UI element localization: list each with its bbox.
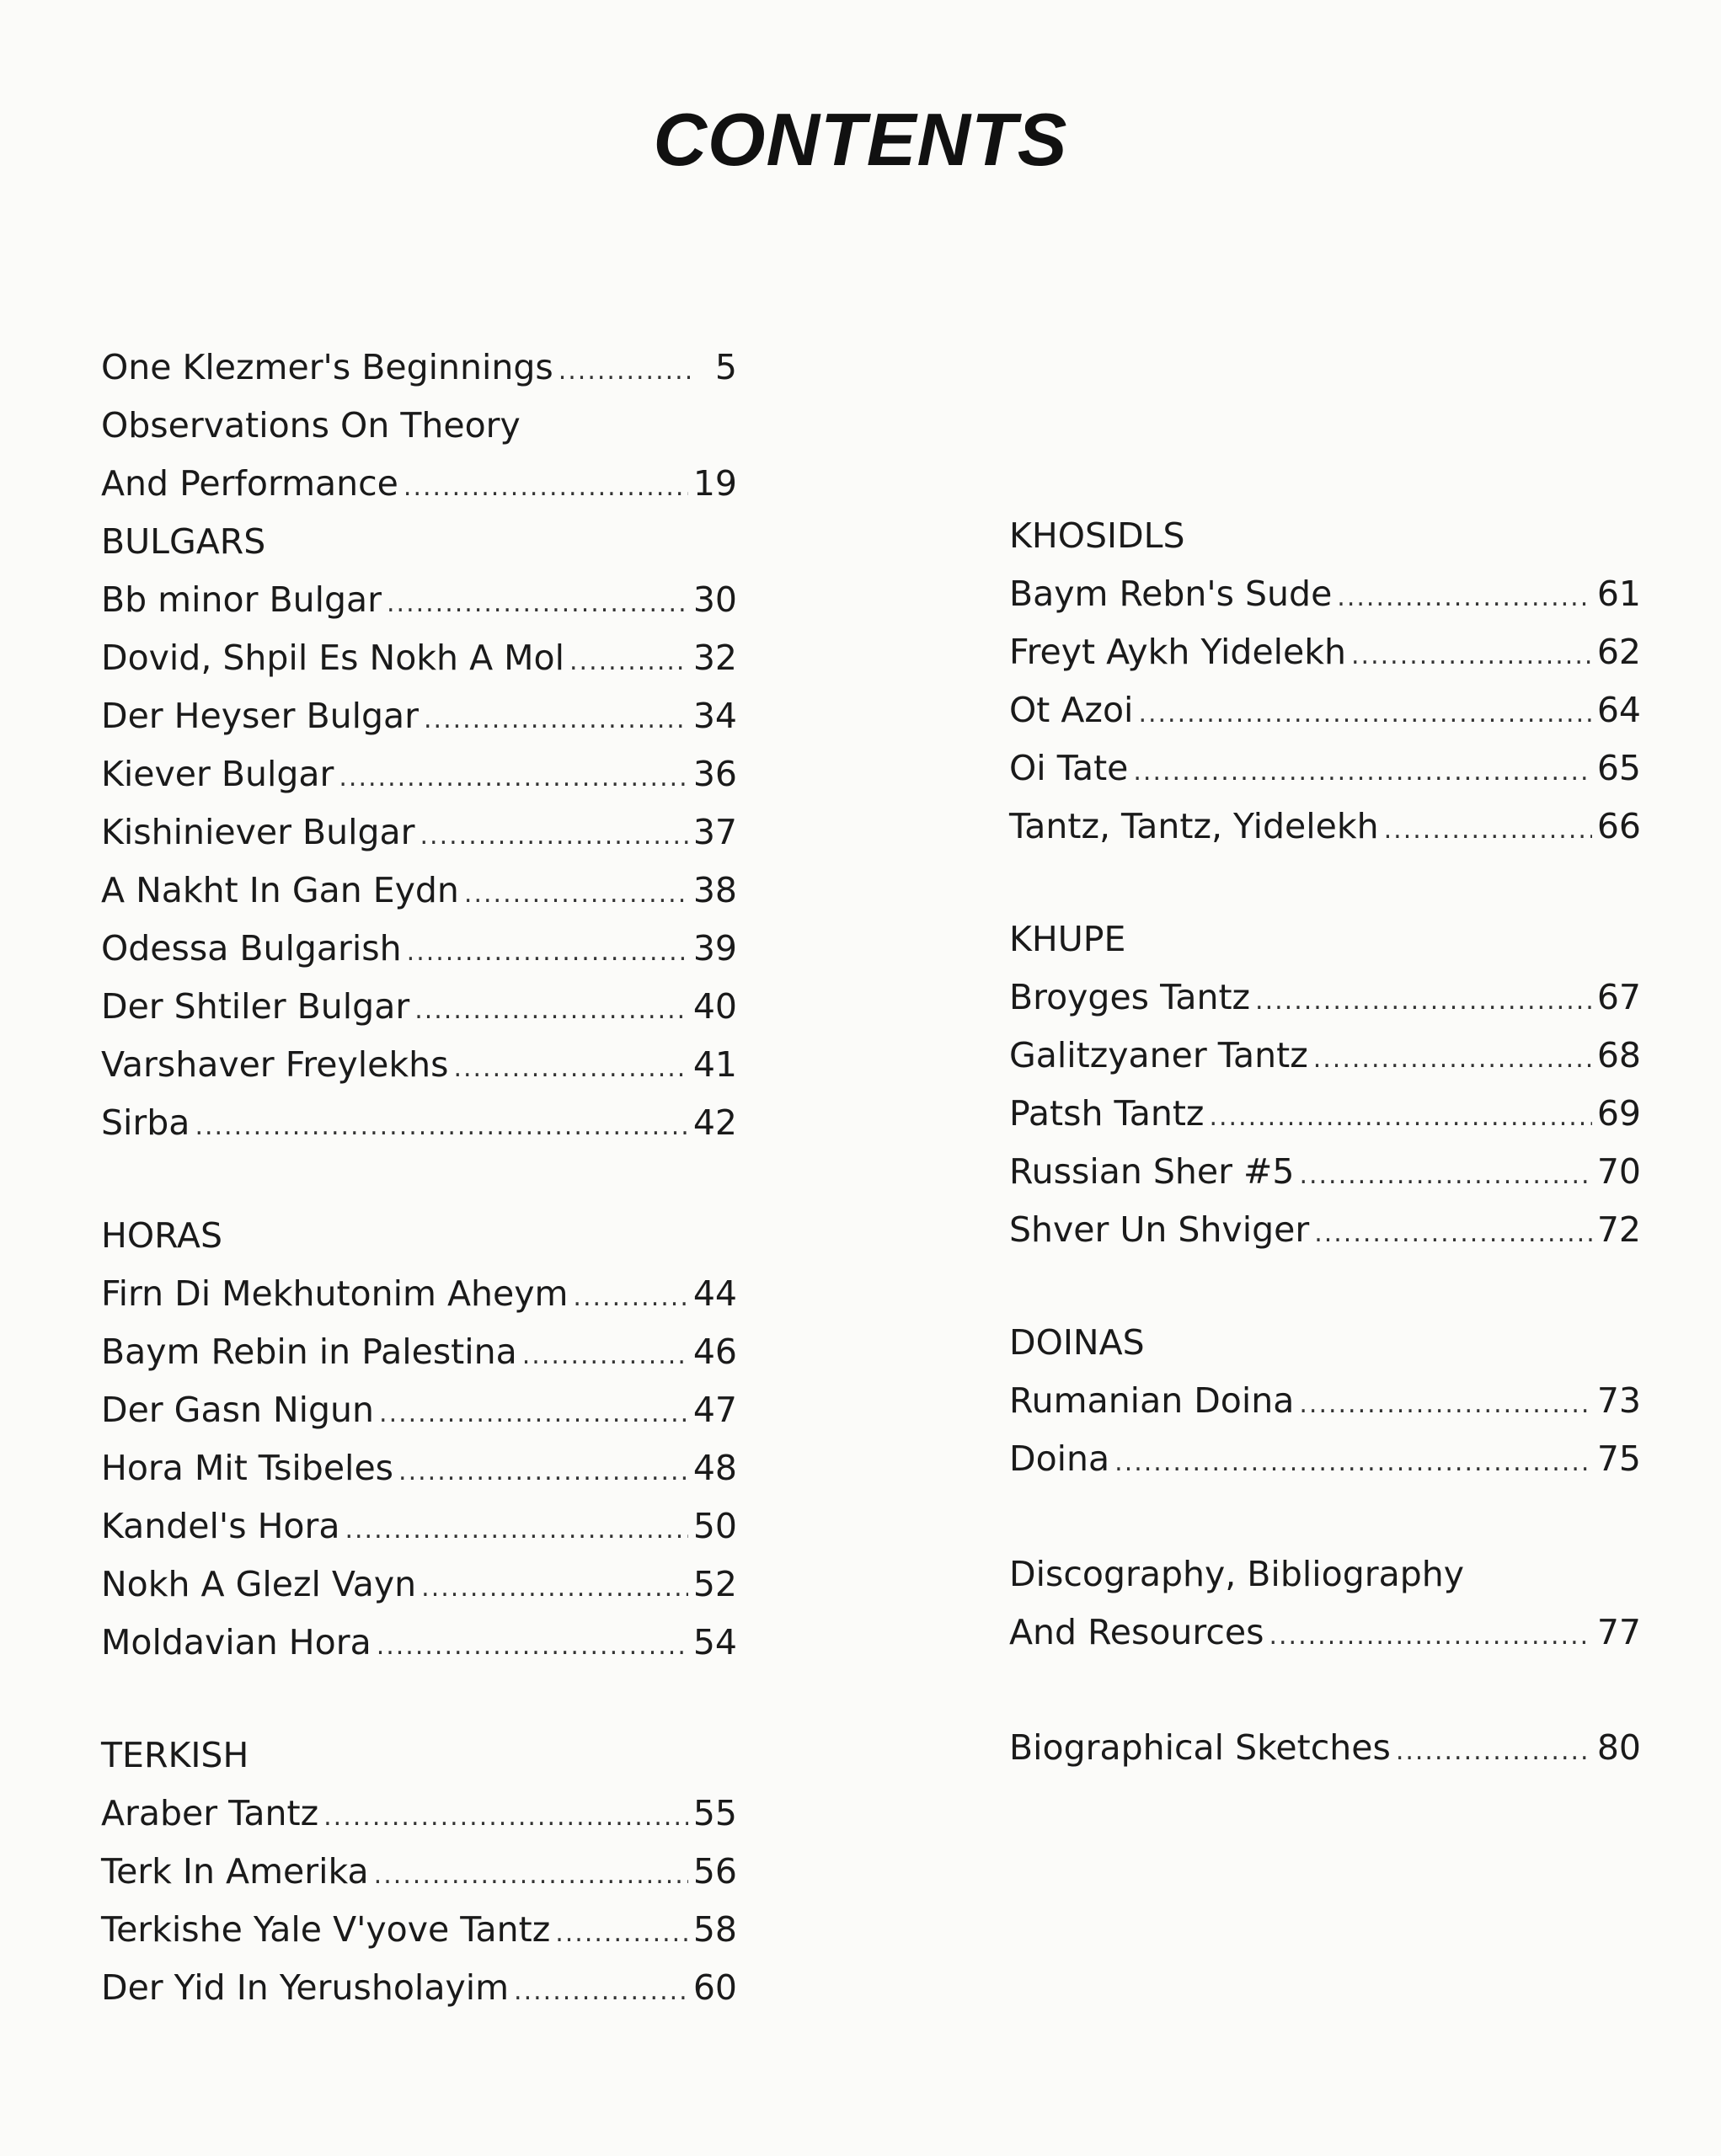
toc-entry[interactable] <box>101 339 737 397</box>
entry-page: 62 <box>1596 632 1641 672</box>
dot-leader <box>1384 801 1592 859</box>
toc-entry[interactable] <box>1009 1719 1641 1777</box>
dot-leader <box>339 749 687 807</box>
toc-entry[interactable] <box>101 1843 737 1901</box>
entry-title-line: Discography, Bibliography <box>1009 1554 1464 1594</box>
section-khupe <box>1009 910 1641 1259</box>
entry-title: Moldavian Hora <box>101 1622 371 1662</box>
entry-page: 77 <box>1596 1612 1641 1652</box>
entry-title: Broyges Tantz <box>1009 977 1251 1017</box>
dot-leader <box>514 1962 688 2020</box>
entry-page: 48 <box>692 1448 737 1488</box>
entry-title: Der Heyser Bulgar <box>101 696 419 736</box>
toc-entry[interactable] <box>1009 739 1641 798</box>
entry-title: Kishiniever Bulgar <box>101 812 415 852</box>
toc-entry[interactable] <box>1009 1143 1641 1201</box>
entry-title: Dovid, Shpil Es Nokh A Mol <box>101 638 564 678</box>
toc-entry[interactable] <box>1009 1201 1641 1259</box>
toc-entry[interactable] <box>1009 623 1641 681</box>
section-bulgars <box>101 513 737 1152</box>
toc-entry[interactable] <box>101 803 737 862</box>
entry-title: Galitzyaner Tantz <box>1009 1035 1308 1075</box>
toc-entry[interactable] <box>101 862 737 920</box>
entry-page: 64 <box>1596 690 1641 730</box>
toc-entry[interactable] <box>101 1785 737 1843</box>
entry-page: 54 <box>692 1622 737 1662</box>
entry-title: Baym Rebin in Palestina <box>101 1331 517 1372</box>
dot-leader <box>1138 685 1591 743</box>
toc-entry[interactable] <box>101 920 737 978</box>
entry-page: 41 <box>692 1044 737 1085</box>
toc-entry[interactable] <box>1009 1027 1641 1085</box>
dot-leader <box>1209 1088 1591 1146</box>
dot-leader <box>407 923 688 981</box>
entry-title: Ot Azoi <box>1009 690 1134 730</box>
toc-entry[interactable] <box>1009 1085 1641 1143</box>
toc-entry[interactable] <box>101 1556 737 1614</box>
toc-entry[interactable] <box>101 1901 737 1959</box>
entry-page: 70 <box>1596 1151 1641 1192</box>
toc-entry[interactable] <box>101 687 737 745</box>
dot-leader <box>345 1501 687 1559</box>
dot-leader <box>323 1788 688 1846</box>
entry-page: 52 <box>692 1564 737 1604</box>
entry-title: And Performance <box>101 463 398 504</box>
entry-title: Rumanian Doina <box>1009 1380 1295 1421</box>
section-heading: BULGARS <box>101 521 266 562</box>
entry-page: 68 <box>1596 1035 1641 1075</box>
dot-leader <box>195 1097 687 1155</box>
section-terkish <box>101 1726 737 2017</box>
toc-right-column <box>1009 507 1641 1777</box>
entry-title: Varshaver Freylekhs <box>101 1044 449 1085</box>
dot-leader <box>404 458 688 516</box>
entry-title: One Klezmer's Beginnings <box>101 347 553 387</box>
toc-entry[interactable] <box>101 1323 737 1381</box>
dot-leader <box>379 1385 688 1443</box>
entry-title: Terkishe Yale V'yove Tantz <box>101 1909 551 1950</box>
entry-page: 75 <box>1596 1438 1641 1479</box>
entry-title: Terk In Amerika <box>101 1851 369 1892</box>
dot-leader <box>374 1846 688 1904</box>
dot-leader <box>377 1617 688 1675</box>
entry-title: Bb minor Bulgar <box>101 579 382 620</box>
dot-leader <box>1396 1722 1592 1780</box>
dot-leader <box>1299 1146 1591 1204</box>
entry-title: Kiever Bulgar <box>101 754 334 794</box>
entry-title: Russian Sher #5 <box>1009 1151 1295 1192</box>
section-heading: TERKISH <box>101 1735 249 1775</box>
entry-page: 38 <box>692 870 737 910</box>
entry-title: Der Gasn Nigun <box>101 1390 375 1430</box>
section-heading: DOINAS <box>1009 1322 1145 1363</box>
toc-entry[interactable] <box>101 1959 737 2017</box>
toc-entry[interactable] <box>1009 1604 1641 1662</box>
entry-page: 42 <box>692 1102 737 1143</box>
entry-page: 46 <box>692 1331 737 1372</box>
entry-title: Der Yid In Yerusholayim <box>101 1967 510 2008</box>
toc-entry[interactable] <box>101 745 737 803</box>
section-heading: KHOSIDLS <box>1009 515 1185 556</box>
toc-entry[interactable] <box>101 571 737 629</box>
entry-title: Kandel's Hora <box>101 1506 340 1546</box>
entry-title: Araber Tantz <box>101 1793 319 1833</box>
dot-leader <box>387 574 688 632</box>
entry-title: A Nakht In Gan Eydn <box>101 870 459 910</box>
dot-leader <box>522 1326 688 1385</box>
entry-page: 37 <box>692 812 737 852</box>
page-title: CONTENTS <box>653 98 1068 181</box>
entry-title: And Resources <box>1009 1612 1264 1652</box>
entry-page: 30 <box>692 579 737 620</box>
entry-title: Baym Rebn's Sude <box>1009 574 1333 614</box>
entry-title: Patsh Tantz <box>1009 1093 1205 1134</box>
entry-page: 66 <box>1596 806 1641 846</box>
entry-title: Oi Tate <box>1009 748 1129 788</box>
entry-page: 50 <box>692 1506 737 1546</box>
toc-entry[interactable] <box>101 1614 737 1672</box>
dot-leader <box>555 1904 688 1962</box>
entry-title-line: Observations On Theory <box>101 405 521 446</box>
entry-page: 58 <box>692 1909 737 1950</box>
toc-entry[interactable] <box>1009 798 1641 856</box>
entry-page: 65 <box>1596 748 1641 788</box>
dot-leader <box>1299 1375 1591 1433</box>
entry-page: 73 <box>1596 1380 1641 1421</box>
toc-entry[interactable] <box>101 455 737 513</box>
dot-leader <box>424 691 688 749</box>
entry-page: 67 <box>1596 977 1641 1017</box>
toc-entry[interactable] <box>1009 969 1641 1027</box>
entry-page: 80 <box>1596 1727 1641 1768</box>
entry-title: Shver Un Shviger <box>1009 1209 1310 1250</box>
dot-leader <box>453 1039 687 1097</box>
dot-leader <box>398 1443 688 1501</box>
entry-title: Freyt Aykh Yidelekh <box>1009 632 1347 672</box>
dot-leader <box>1269 1607 1591 1665</box>
dot-leader <box>569 632 688 691</box>
toc-entry[interactable] <box>101 629 737 687</box>
section-khosidls <box>1009 507 1641 856</box>
entry-page: 69 <box>1596 1093 1641 1134</box>
entry-title: Biographical Sketches <box>1009 1727 1391 1768</box>
toc-entry[interactable] <box>1009 565 1641 623</box>
dot-leader <box>1114 1433 1592 1492</box>
toc-entry[interactable] <box>101 1036 737 1094</box>
entry-page: 39 <box>692 928 737 969</box>
dot-leader <box>1313 1030 1592 1088</box>
entry-title: Der Shtiler Bulgar <box>101 986 410 1027</box>
toc-entry[interactable] <box>101 1381 737 1439</box>
dot-leader <box>1314 1204 1592 1262</box>
dot-leader <box>1337 568 1592 627</box>
dot-leader <box>1351 627 1592 685</box>
toc-entry[interactable] <box>1009 1372 1641 1430</box>
section-horas <box>101 1207 737 1672</box>
entry-title: Nokh A Glezl Vayn <box>101 1564 417 1604</box>
toc-entry[interactable] <box>101 1094 737 1152</box>
section-doinas <box>1009 1314 1641 1488</box>
dot-leader <box>464 865 688 923</box>
entry-title: Firn Di Mekhutonim Aheym <box>101 1273 569 1314</box>
toc-entry[interactable] <box>1009 1430 1641 1488</box>
toc-entry[interactable] <box>101 1265 737 1323</box>
toc-entry[interactable] <box>101 978 737 1036</box>
dot-leader <box>420 807 688 865</box>
dot-leader <box>421 1559 688 1617</box>
entry-page: 72 <box>1596 1209 1641 1250</box>
entry-page: 47 <box>692 1390 737 1430</box>
entry-page: 19 <box>692 463 737 504</box>
entry-page: 56 <box>692 1851 737 1892</box>
entry-page: 55 <box>692 1793 737 1833</box>
entry-page: 60 <box>692 1967 737 2008</box>
toc-left-column <box>101 339 737 2017</box>
entry-page: 34 <box>692 696 737 736</box>
entry-page: 61 <box>1596 574 1641 614</box>
section-heading: KHUPE <box>1009 919 1126 959</box>
entry-page: 32 <box>692 638 737 678</box>
entry-page: 40 <box>692 986 737 1027</box>
entry-page: 5 <box>714 347 737 387</box>
dot-leader <box>559 342 690 400</box>
entry-page: 36 <box>692 754 737 794</box>
dot-leader <box>1255 972 1592 1030</box>
entry-title: Odessa Bulgarish <box>101 928 402 969</box>
entry-page: 44 <box>692 1273 737 1314</box>
toc-entry[interactable] <box>101 1439 737 1497</box>
toc-entry[interactable] <box>1009 681 1641 739</box>
entry-title: Tantz, Tantz, Yidelekh <box>1009 806 1379 846</box>
dot-leader <box>414 981 688 1039</box>
toc-entry[interactable] <box>101 1497 737 1556</box>
entry-title: Sirba <box>101 1102 190 1143</box>
entry-title: Doina <box>1009 1438 1110 1479</box>
entry-title: Hora Mit Tsibeles <box>101 1448 394 1488</box>
dot-leader <box>573 1268 687 1326</box>
dot-leader <box>1133 743 1591 801</box>
section-heading: HORAS <box>101 1215 223 1256</box>
